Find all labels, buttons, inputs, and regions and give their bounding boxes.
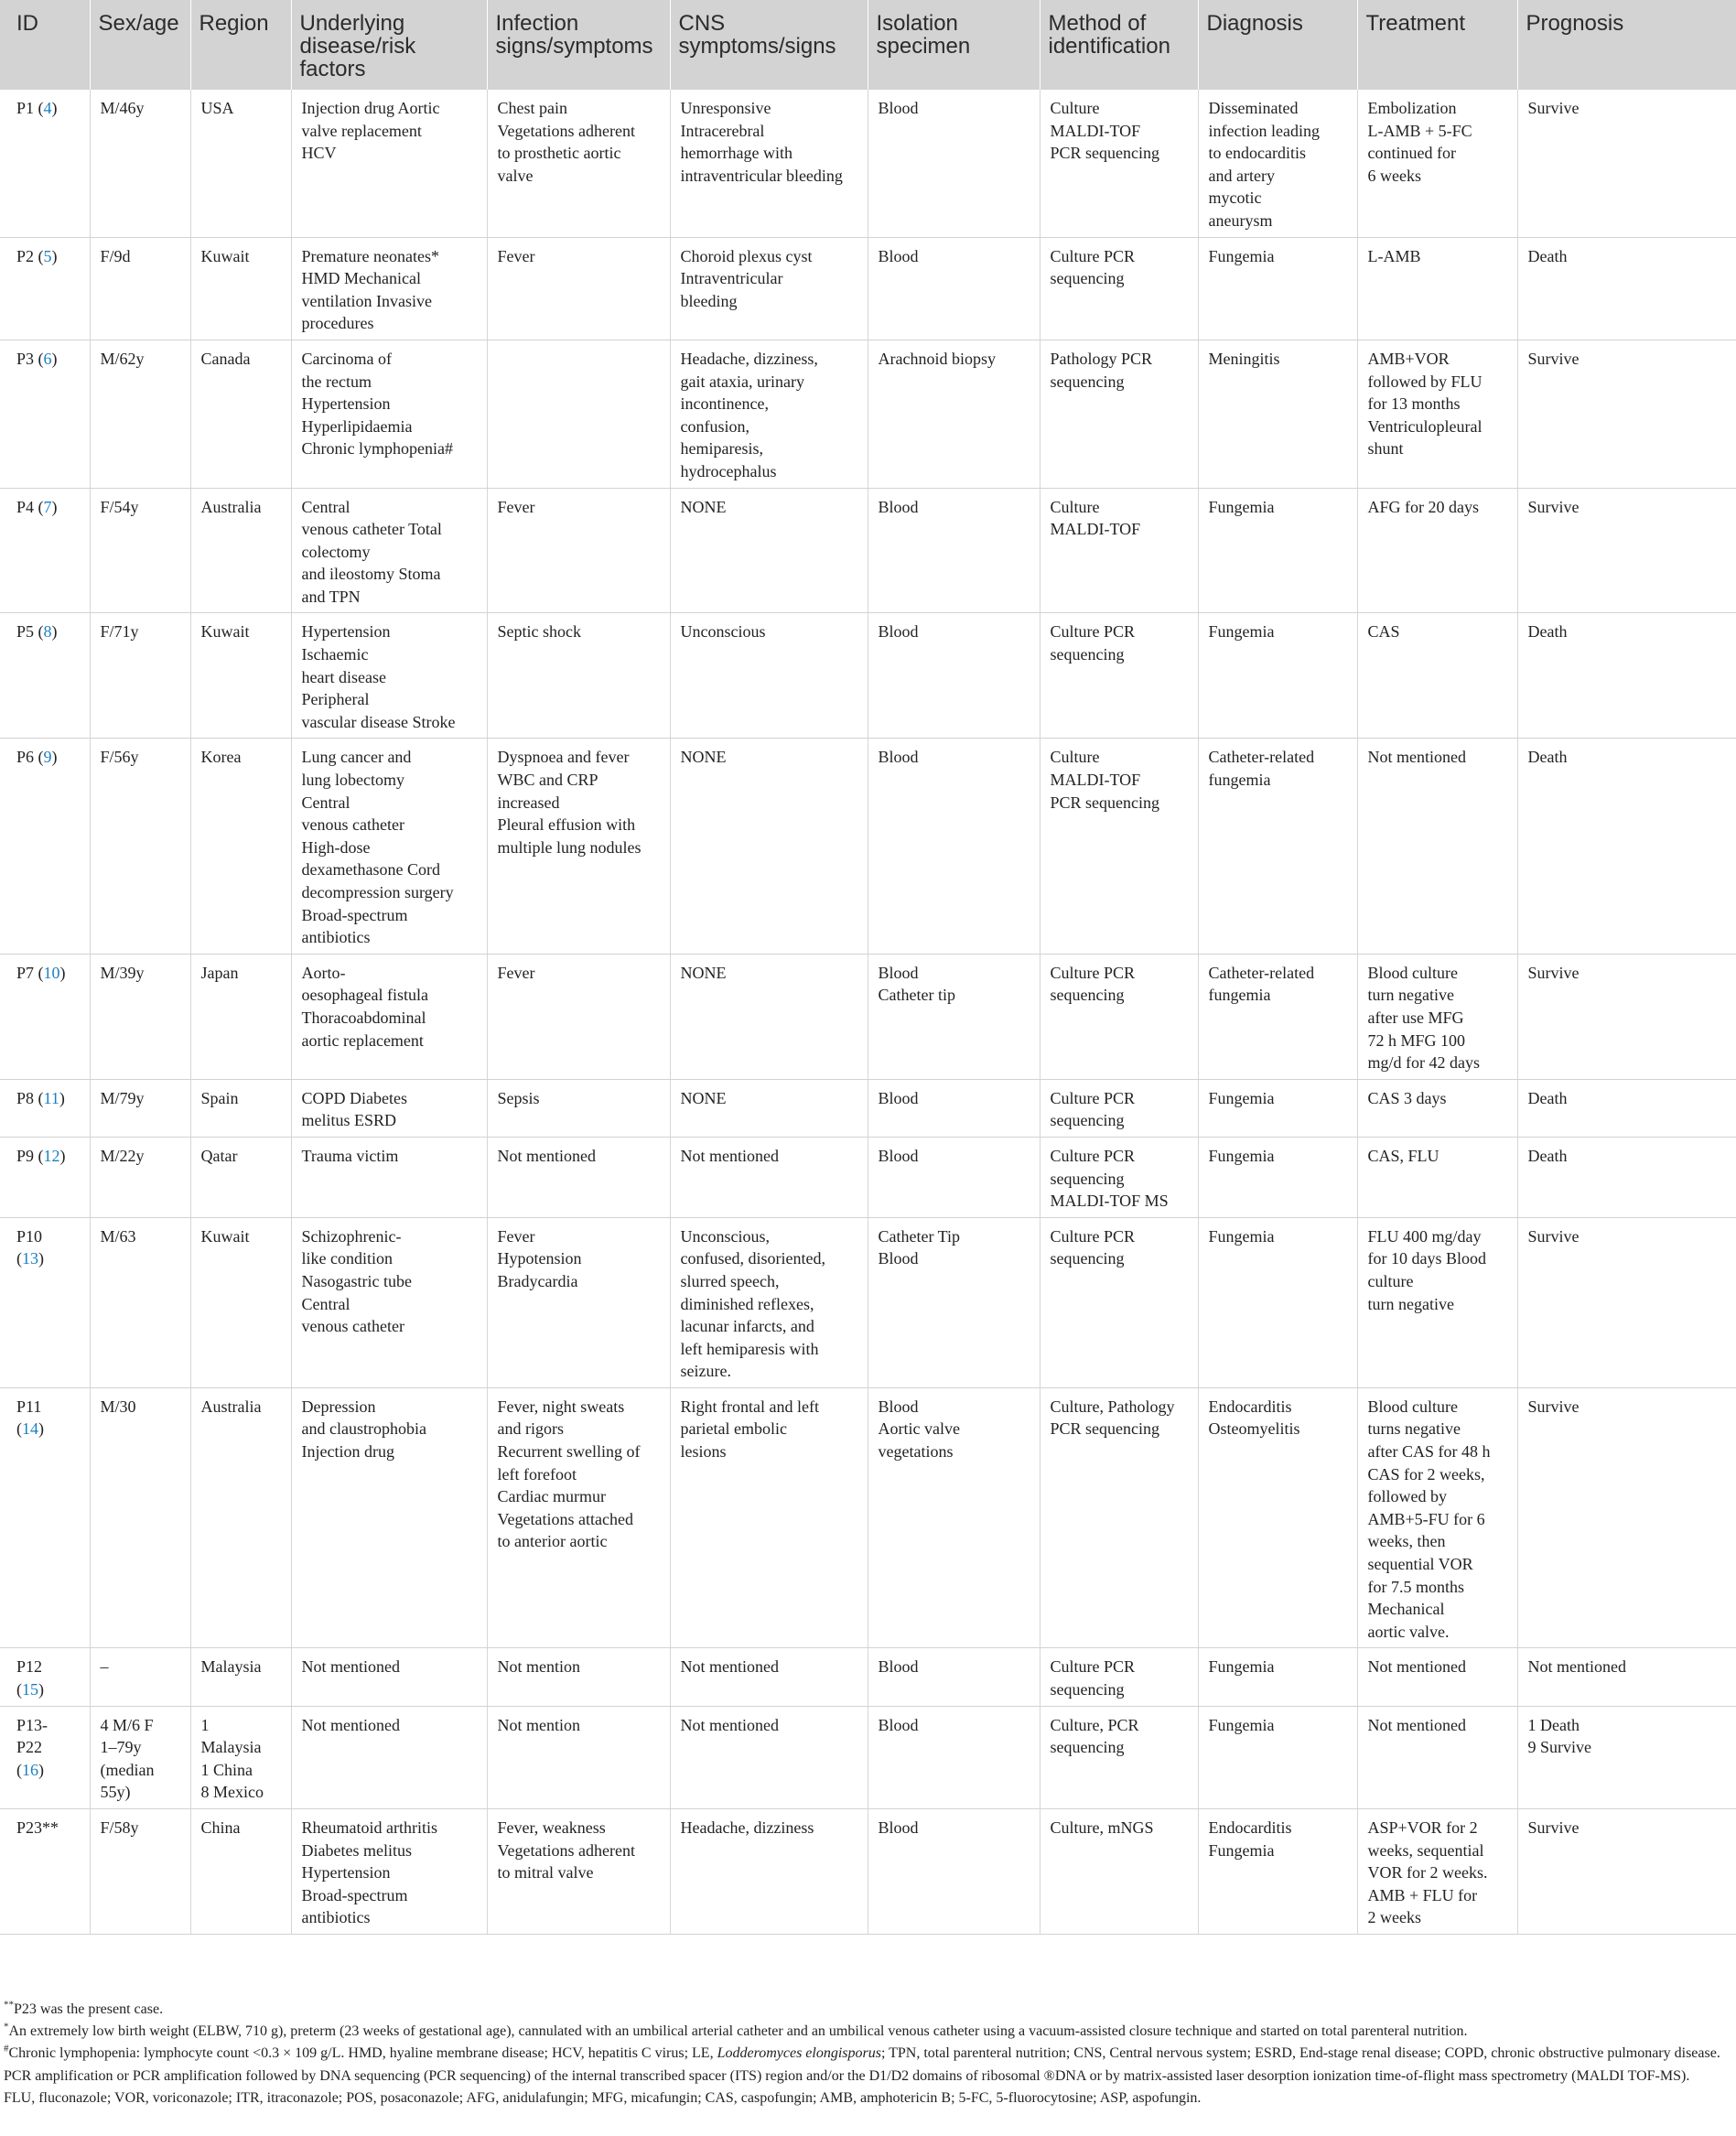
cell-underlying-disease: Depression and claustrophobia Injection drug [291,1387,487,1648]
cell-region: China [190,1808,291,1934]
cell-underlying-disease: Rheumatoid arthritis Diabetes melitus Hypertension Broad-spectrum antibiotics [291,1808,487,1934]
cell-isolation-specimen: Blood [868,90,1040,237]
cell-cns-symptoms: NONE [670,739,868,954]
cell-cns-symptoms: Unconscious, confused, disoriented, slurred speech, diminished reflexes, lacunar infarcts, and left hemiparesis with seizure. [670,1217,868,1387]
cell-underlying-disease: Schizophrenic- like condition Nasogastric tube Central venous catheter [291,1217,487,1387]
cell-region: Kuwait [190,237,291,340]
cell-sex-age: M/46y [90,90,190,237]
reference-link[interactable]: 9 [43,748,52,767]
cell-infection-signs: Fever [487,488,670,613]
cell-isolation-specimen: Blood [868,1648,1040,1706]
cell-diagnosis: Meningitis [1198,340,1357,488]
cell-isolation-specimen: Catheter Tip Blood [868,1217,1040,1387]
table-row [0,1387,1736,1648]
cell-sex-age: M/22y [90,1137,190,1217]
table-row [0,90,1736,237]
cell-id: P12 (15) [0,1648,90,1706]
cell-infection-signs: Fever Hypotension Bradycardia [487,1217,670,1387]
cell-diagnosis: Fungemia [1198,1137,1357,1217]
cell-treatment: ASP+VOR for 2 weeks, sequential VOR for 2 weeks. AMB + FLU for 2 weeks [1357,1808,1517,1934]
col-header-cns-symptoms: CNS symptoms/signs [670,0,868,90]
cell-prognosis: Survive [1517,954,1736,1079]
cell-diagnosis: Fungemia [1198,613,1357,739]
cell-diagnosis: Catheter-related fungemia [1198,954,1357,1079]
col-header-sex-age: Sex/age [90,0,190,90]
reference-link[interactable]: 15 [22,1680,38,1699]
cell-isolation-specimen: Blood Catheter tip [868,954,1040,1079]
cell-cns-symptoms: Not mentioned [670,1648,868,1706]
reference-link[interactable]: 12 [43,1146,60,1165]
table-row [0,488,1736,613]
cell-sex-age: M/79y [90,1079,190,1137]
cell-diagnosis: Endocarditis Fungemia [1198,1808,1357,1934]
cell-underlying-disease: Aorto- oesophageal fistula Thoracoabdominal aortic replacement [291,954,487,1079]
cell-sex-age: F/54y [90,488,190,613]
cell-cns-symptoms: Not mentioned [670,1137,868,1217]
cell-identification-method: Culture PCR sequencing MALDI-TOF MS [1040,1137,1198,1217]
cell-diagnosis: Fungemia [1198,488,1357,613]
cell-treatment: AMB+VOR followed by FLU for 13 months Ventriculopleural shunt [1357,340,1517,488]
cell-infection-signs: Fever [487,954,670,1079]
cell-sex-age: F/71y [90,613,190,739]
cell-prognosis: Survive [1517,1808,1736,1934]
cell-identification-method: Culture MALDI-TOF [1040,488,1198,613]
cell-prognosis: Not mentioned [1517,1648,1736,1706]
cell-prognosis: Death [1517,237,1736,340]
cell-sex-age: F/56y [90,739,190,954]
cell-region: Korea [190,739,291,954]
table-row [0,739,1736,954]
cell-sex-age: M/62y [90,340,190,488]
cell-infection-signs: Chest pain Vegetations adherent to prosthetic aortic valve [487,90,670,237]
cell-underlying-disease: Injection drug Aortic valve replacement HCV [291,90,487,237]
cell-id: P7 (10) [0,954,90,1079]
table-row [0,1137,1736,1217]
cell-diagnosis: Catheter-related fungemia [1198,739,1357,954]
cell-underlying-disease: Carcinoma of the rectum Hypertension Hyperlipidaemia Chronic lymphopenia# [291,340,487,488]
cell-infection-signs: Dyspnoea and fever WBC and CRP increased Pleural effusion with multiple lung nodules [487,739,670,954]
col-header-region: Region [190,0,291,90]
cell-region: Spain [190,1079,291,1137]
reference-link[interactable]: 16 [22,1760,38,1779]
cell-region: Kuwait [190,613,291,739]
cell-treatment: Not mentioned [1357,1706,1517,1808]
cell-diagnosis: Disseminated infection leading to endocarditis and artery mycotic aneurysm [1198,90,1357,237]
cell-identification-method: Culture PCR sequencing [1040,237,1198,340]
table-row [0,1217,1736,1387]
cell-region: Kuwait [190,1217,291,1387]
cell-sex-age: M/30 [90,1387,190,1648]
cell-prognosis: Death [1517,739,1736,954]
table-row [0,1079,1736,1137]
cell-isolation-specimen: Blood [868,488,1040,613]
col-header-identification-method: Method of identification [1040,0,1198,90]
cell-infection-signs: Fever, night sweats and rigors Recurrent swelling of left forefoot Cardiac murmur Vegetations attached to anterior aortic [487,1387,670,1648]
cell-sex-age: – [90,1648,190,1706]
cell-treatment: Not mentioned [1357,739,1517,954]
cell-treatment: CAS [1357,613,1517,739]
cell-infection-signs: Fever [487,237,670,340]
cell-treatment: Blood culture turn negative after use MFG 72 h MFG 100 mg/d for 42 days [1357,954,1517,1079]
footnote-neonate: *An extremely low birth weight (ELBW, 710 g), preterm (23 weeks of gestational age), cannulated with an umbilical arterial catheter and an umbilical venous catheter using a vacuum-assisted closure technique and started on total parenteral nutrition. [4,2021,1468,2040]
cell-identification-method: Culture PCR sequencing [1040,1648,1198,1706]
reference-link[interactable]: 8 [43,622,52,642]
cell-cns-symptoms: Unresponsive Intracerebral hemorrhage with intraventricular bleeding [670,90,868,237]
col-header-prognosis: Prognosis [1517,0,1736,90]
col-header-isolation-specimen: Isolation specimen [868,0,1040,90]
cell-cns-symptoms: NONE [670,488,868,613]
cell-sex-age: F/58y [90,1808,190,1934]
cell-treatment: Not mentioned [1357,1648,1517,1706]
cell-underlying-disease: Hypertension Ischaemic heart disease Peripheral vascular disease Stroke [291,613,487,739]
table-footnotes [0,1999,1736,2109]
table-row [0,954,1736,1079]
cell-cns-symptoms: Headache, dizziness, gait ataxia, urinary incontinence, confusion, hemiparesis, hydrocephalus [670,340,868,488]
cell-prognosis: Survive [1517,90,1736,237]
cell-prognosis: 1 Death 9 Survive [1517,1706,1736,1808]
cell-isolation-specimen: Blood Aortic valve vegetations [868,1387,1040,1648]
cell-id: P8 (11) [0,1079,90,1137]
table-row [0,1808,1736,1934]
cell-diagnosis: Fungemia [1198,1648,1357,1706]
reference-link[interactable]: 11 [43,1088,59,1107]
cell-infection-signs [487,340,670,488]
cell-infection-signs: Septic shock [487,613,670,739]
cell-diagnosis: Fungemia [1198,1217,1357,1387]
table-row [0,613,1736,739]
cell-identification-method: Culture, Pathology PCR sequencing [1040,1387,1198,1648]
cell-region: USA [190,90,291,237]
cell-sex-age: M/63 [90,1217,190,1387]
header-row [0,0,1736,90]
col-header-underlying-disease: Underlying disease/risk factors [291,0,487,90]
cell-id: P13- P22 (16) [0,1706,90,1808]
cell-underlying-disease: COPD Diabetes melitus ESRD [291,1079,487,1137]
cell-id: P23** [0,1808,90,1934]
col-header-diagnosis: Diagnosis [1198,0,1357,90]
cell-prognosis: Death [1517,1079,1736,1137]
cell-cns-symptoms: Right frontal and left parietal embolic lesions [670,1387,868,1648]
cell-underlying-disease: Not mentioned [291,1648,487,1706]
cell-region: Australia [190,488,291,613]
cell-cns-symptoms: NONE [670,954,868,1079]
cell-isolation-specimen: Blood [868,1706,1040,1808]
cell-isolation-specimen: Blood [868,1137,1040,1217]
cell-infection-signs: Fever, weakness Vegetations adherent to mitral valve [487,1808,670,1934]
cell-isolation-specimen: Blood [868,613,1040,739]
col-header-infection-signs: Infection signs/symptoms [487,0,670,90]
reference-link[interactable]: 4 [43,99,52,117]
footnote-drug-abbreviations: FLU, fluconazole; VOR, voriconazole; ITR, itraconazole; POS, posaconazole; AFG, anidulafungin; MFG, micafungin; CAS, caspofungin; AMB, amphotericin B; 5-FC, 5-fluorocytosine; ASP, aspofungin. [4,2089,1202,2106]
reference-link[interactable]: 13 [22,1249,38,1268]
table-row [0,1706,1736,1808]
cell-infection-signs: Not mentioned [487,1137,670,1217]
cell-isolation-specimen: Arachnoid biopsy [868,340,1040,488]
cell-id: P9 (12) [0,1137,90,1217]
cell-identification-method: Culture MALDI-TOF PCR sequencing [1040,90,1198,237]
cell-identification-method: Culture PCR sequencing [1040,613,1198,739]
cell-treatment: Blood culture turns negative after CAS for 48 h CAS for 2 weeks, followed by AMB+5-FU for 6 weeks, then sequential VOR for 7.5 months Mechanical aortic valve. [1357,1387,1517,1648]
cell-treatment: Embolization L-AMB + 5-FC continued for 6 weeks [1357,90,1517,237]
reference-link[interactable]: 5 [43,246,52,265]
cell-identification-method: Culture, mNGS [1040,1808,1198,1934]
cell-treatment: AFG for 20 days [1357,488,1517,613]
reference-link[interactable]: 14 [22,1419,38,1439]
reference-link[interactable]: 7 [43,497,52,516]
cell-infection-signs: Sepsis [487,1079,670,1137]
cell-prognosis: Survive [1517,1217,1736,1387]
cell-id: P10 (13) [0,1217,90,1387]
cell-underlying-disease: Trauma victim [291,1137,487,1217]
cell-sex-age: 4 M/6 F 1–79y (median 55y) [90,1706,190,1808]
cell-underlying-disease: Premature neonates* HMD Mechanical ventilation Invasive procedures [291,237,487,340]
cell-id: P3 (6) [0,340,90,488]
cell-identification-method: Culture PCR sequencing [1040,1217,1198,1387]
cell-infection-signs: Not mention [487,1648,670,1706]
col-header-treatment: Treatment [1357,0,1517,90]
table-row [0,1648,1736,1706]
cell-region: Qatar [190,1137,291,1217]
cell-treatment: CAS, FLU [1357,1137,1517,1217]
cell-region: 1 Malaysia 1 China 8 Mexico [190,1706,291,1808]
cell-treatment: CAS 3 days [1357,1079,1517,1137]
cell-underlying-disease: Central venous catheter Total colectomy and ileostomy Stoma and TPN [291,488,487,613]
cell-region: Australia [190,1387,291,1648]
cell-id: P2 (5) [0,237,90,340]
footnote-present-case: **P23 was the present case. [4,1999,164,2017]
cell-diagnosis: Fungemia [1198,1706,1357,1808]
cell-id: P1 (4) [0,90,90,237]
cell-treatment: FLU 400 mg/day for 10 days Blood culture turn negative [1357,1217,1517,1387]
cell-sex-age: F/9d [90,237,190,340]
cell-identification-method: Culture PCR sequencing [1040,1079,1198,1137]
cell-cns-symptoms: Not mentioned [670,1706,868,1808]
cell-isolation-specimen: Blood [868,237,1040,340]
cell-diagnosis: Endocarditis Osteomyelitis [1198,1387,1357,1648]
cell-cns-symptoms: NONE [670,1079,868,1137]
cell-id: P5 (8) [0,613,90,739]
cell-prognosis: Survive [1517,340,1736,488]
cell-isolation-specimen: Blood [868,1808,1040,1934]
cell-diagnosis: Fungemia [1198,237,1357,340]
cell-prognosis: Death [1517,1137,1736,1217]
cell-region: Canada [190,340,291,488]
cell-id: P6 (9) [0,739,90,954]
cell-cns-symptoms: Unconscious [670,613,868,739]
cell-identification-method: Culture, PCR sequencing [1040,1706,1198,1808]
col-header-id: ID [0,0,90,90]
cell-prognosis: Survive [1517,488,1736,613]
cell-sex-age: M/39y [90,954,190,1079]
cell-isolation-specimen: Blood [868,1079,1040,1137]
cell-identification-method: Culture PCR sequencing [1040,954,1198,1079]
table-row [0,237,1736,340]
cell-infection-signs: Not mention [487,1706,670,1808]
table-row [0,340,1736,488]
cell-prognosis: Survive [1517,1387,1736,1648]
cell-diagnosis: Fungemia [1198,1079,1357,1137]
cell-region: Malaysia [190,1648,291,1706]
cell-id: P11 (14) [0,1387,90,1648]
cell-id: P4 (7) [0,488,90,613]
cell-prognosis: Death [1517,613,1736,739]
cell-identification-method: Pathology PCR sequencing [1040,340,1198,488]
cell-treatment: L-AMB [1357,237,1517,340]
cell-underlying-disease: Lung cancer and lung lobectomy Central venous catheter High-dose dexamethasone Cord decompression surgery Broad-spectrum antibiotics [291,739,487,954]
cell-identification-method: Culture MALDI-TOF PCR sequencing [1040,739,1198,954]
reference-link[interactable]: 10 [43,963,60,982]
cell-isolation-specimen: Blood [868,739,1040,954]
cell-cns-symptoms: Headache, dizziness [670,1808,868,1934]
cell-cns-symptoms: Choroid plexus cyst Intraventricular bleeding [670,237,868,340]
reference-link[interactable]: 6 [43,349,52,368]
footnote-abbreviations: #Chronic lymphopenia: lymphocyte count <0.3 × 109 g/L. HMD, hyaline membrane disease; HCV, hepatitis C virus; LE, Lodderomyces elongisporus; TPN, total parenteral nutrition; CNS, Central nervous system; ESRD, End-stage renal disease; COPD, chronic obstructive pulmonary disease. PCR amplification or PCR amplification followed by DNA sequencing (PCR sequencing) of the internal transcribed spacer (ITS) region and/or the D1/D2 domains of ribosomal ®DNA or by matrix-assisted laser desorption ionization time-of-flight mass spectrometry (MALDI TOF-MS). [4,2044,1720,2084]
cell-underlying-disease: Not mentioned [291,1706,487,1808]
cell-region: Japan [190,954,291,1079]
